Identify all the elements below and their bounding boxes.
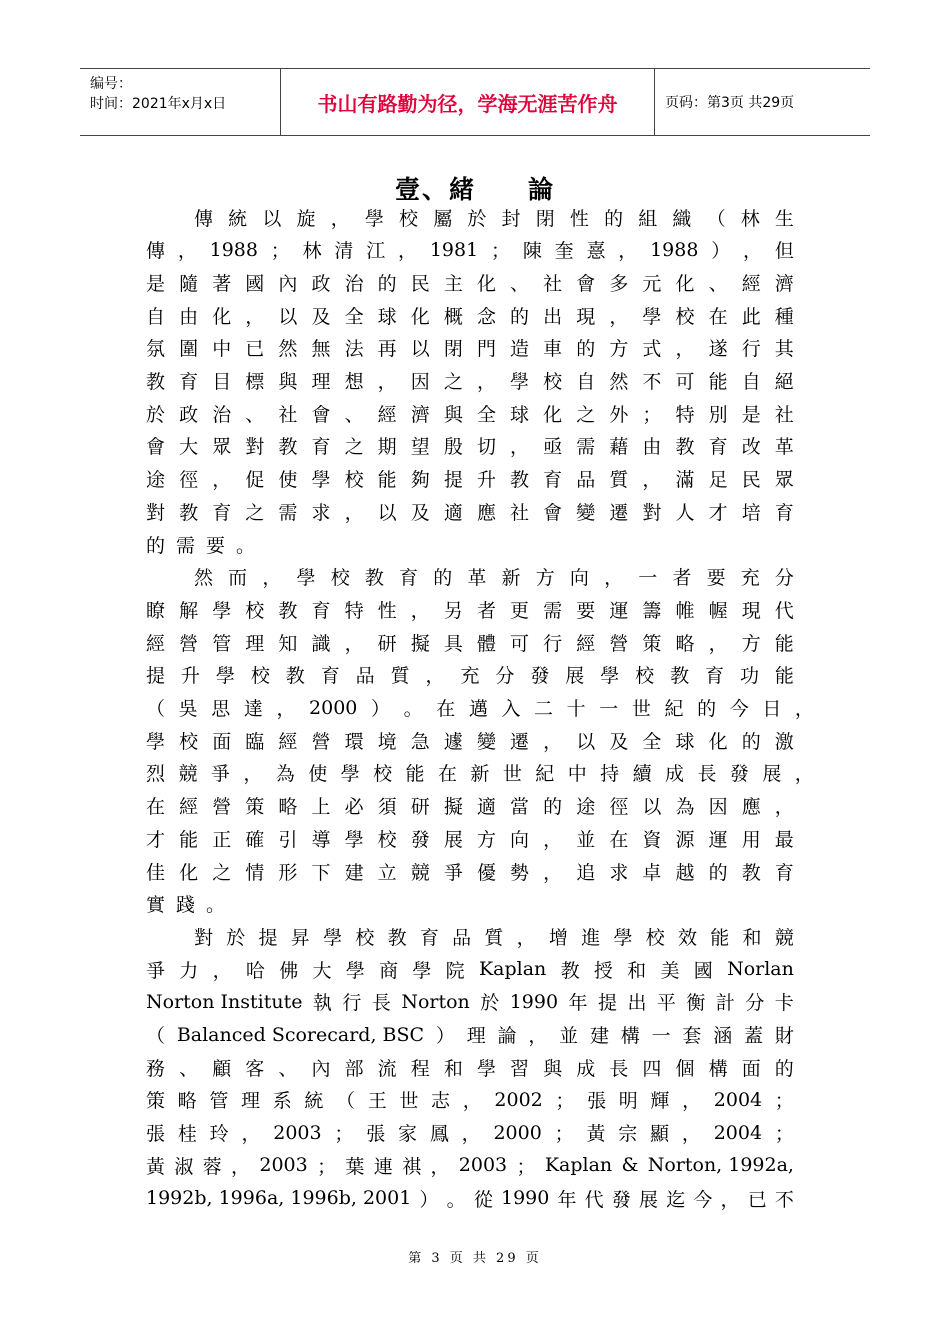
body-line: 學 校 面 臨 經 營 環 境 急 遽 變 遷 ， 以 及 全 球 化 的 激 xyxy=(146,730,794,753)
body-line: 氛 圍 中 已 然 無 法 再 以 閉 門 造 車 的 方 式 ， 遂 行 其 xyxy=(146,338,794,361)
body-line: 教 育 目 標 與 理 想 ， 因 之 ， 學 校 自 然 不 可 能 自 絕 xyxy=(146,371,794,393)
body-line: （ 吳 思 達 ， 2000 ） 。 在 邁 入 二 十 一 世 紀 的 今 日 ， xyxy=(146,696,814,720)
section-title xyxy=(0,170,950,206)
header-page-label: 页码：第3页 共29页 xyxy=(665,95,795,111)
page-footer: 第 3 页 共 29 页 xyxy=(408,1251,542,1266)
body-line: 會 大 眾 對 教 育 之 期 望 殷 切 ， 亟 需 藉 由 教 育 改 革 xyxy=(146,436,794,459)
date-label: 时间：2021年x月x日 xyxy=(90,96,227,112)
body-line: 於 政 治 、 社 會 、 經 濟 與 全 球 化 之 外 ； 特 別 是 社 xyxy=(146,403,794,426)
body-line: 才 能 正 確 引 導 學 校 發 展 方 向 ， 並 在 資 源 運 用 最 xyxy=(146,828,794,851)
body-line: 傳 ， 1988 ； 林 清 江 ， 1981 ； 陳 奎 憙 ， 1988 ） ， 但 xyxy=(146,238,794,263)
section-title-part1: 壹、緒 xyxy=(394,175,476,204)
body-line: 的需要。 xyxy=(146,534,267,557)
body-line: 對 於 提 昇 學 校 教 育 品 質 ， 增 進 學 校 效 能 和 競 xyxy=(194,926,794,949)
header-meta-cell xyxy=(80,69,281,135)
body-line: 瞭 解 學 校 教 育 特 性 ， 另 者 更 需 要 運 籌 帷 幄 現 代 xyxy=(146,599,794,622)
body-line: Norton Institute 執 行 長 Norton 於 1990 年 提 出 平 衡 計 分 卡 xyxy=(146,990,794,1015)
body-line: 經 營 管 理 知 識 ， 研 擬 具 體 可 行 經 營 策 略 ， 方 能 xyxy=(146,632,794,655)
body-line: 提 升 學 校 教 育 品 質 ， 充 分 發 展 學 校 教 育 功 能 xyxy=(146,665,794,688)
body-line: 務 、 顧 客 、 內 部 流 程 和 學 習 與 成 長 四 個 構 面 的 xyxy=(146,1057,794,1080)
doc-number-label: 编号： xyxy=(90,76,132,92)
body-line: 張 桂 玲 ， 2003 ； 張 家 鳳 ， 2000 ； 黃 宗 顯 ， 2004 ； xyxy=(146,1121,794,1146)
body-line: 自 由 化 ， 以 及 全 球 化 概 念 的 出 現 ， 學 校 在 此 種 xyxy=(146,305,794,328)
body-line: 傳 統 以 旋 ， 學 校 屬 於 封 閉 性 的 組 織 （ 林 生 xyxy=(194,207,794,230)
body-line: 爭 力 ， 哈 佛 大 學 商 學 院 Kaplan 教 授 和 美 國 Norlan xyxy=(146,958,794,982)
body-line: 烈 競 爭 ， 為 使 學 校 能 在 新 世 紀 中 持 續 成 長 發 展 ， xyxy=(146,763,814,786)
body-line: 然 而 ， 學 校 教 育 的 革 新 方 向 ， 一 者 要 充 分 xyxy=(194,567,794,590)
body-line: （ Balanced Scorecard, BSC ） 理 論 ， 並 建 構 一 套 涵 蓋 財 xyxy=(146,1023,794,1047)
section-title-part2: 論 xyxy=(528,175,556,204)
body-line: 佳 化 之 情 形 下 建 立 競 爭 優 勢 ， 追 求 卓 越 的 教 育 xyxy=(146,861,794,884)
body-line: 實踐。 xyxy=(146,894,237,917)
body-line: 是 隨 著 國 內 政 治 的 民 主 化 、 社 會 多 元 化 、 經 濟 xyxy=(146,272,794,295)
body-line: 對 教 育 之 需 求 ， 以 及 適 應 社 會 變 遷 對 人 才 培 育 xyxy=(146,501,794,524)
header-motto: 书山有路勤为径，学海无涯苦作舟 xyxy=(281,69,655,135)
page-header xyxy=(80,68,870,136)
body-line: 途 徑 ， 促 使 學 校 能 夠 提 升 教 育 品 質 ， 滿 足 民 眾 xyxy=(146,469,794,492)
body-line: 策 略 管 理 系 統 （ 王 世 志 ， 2002 ； 張 明 輝 ， 2004 ； xyxy=(146,1088,794,1113)
body-line: 在 經 營 策 略 上 必 須 研 擬 適 當 的 途 徑 以 為 因 應 ， xyxy=(146,796,794,819)
body-line: 1992b, 1996a, 1996b, 2001 ） 。 從 1990 年 代 發 展 迄 今 ， 已 不 xyxy=(146,1187,794,1211)
body-line: 黃 淑 蓉 ， 2003 ； 葉 連 祺 ， 2003 ； Kaplan & Norton, 1992a, xyxy=(146,1154,794,1178)
